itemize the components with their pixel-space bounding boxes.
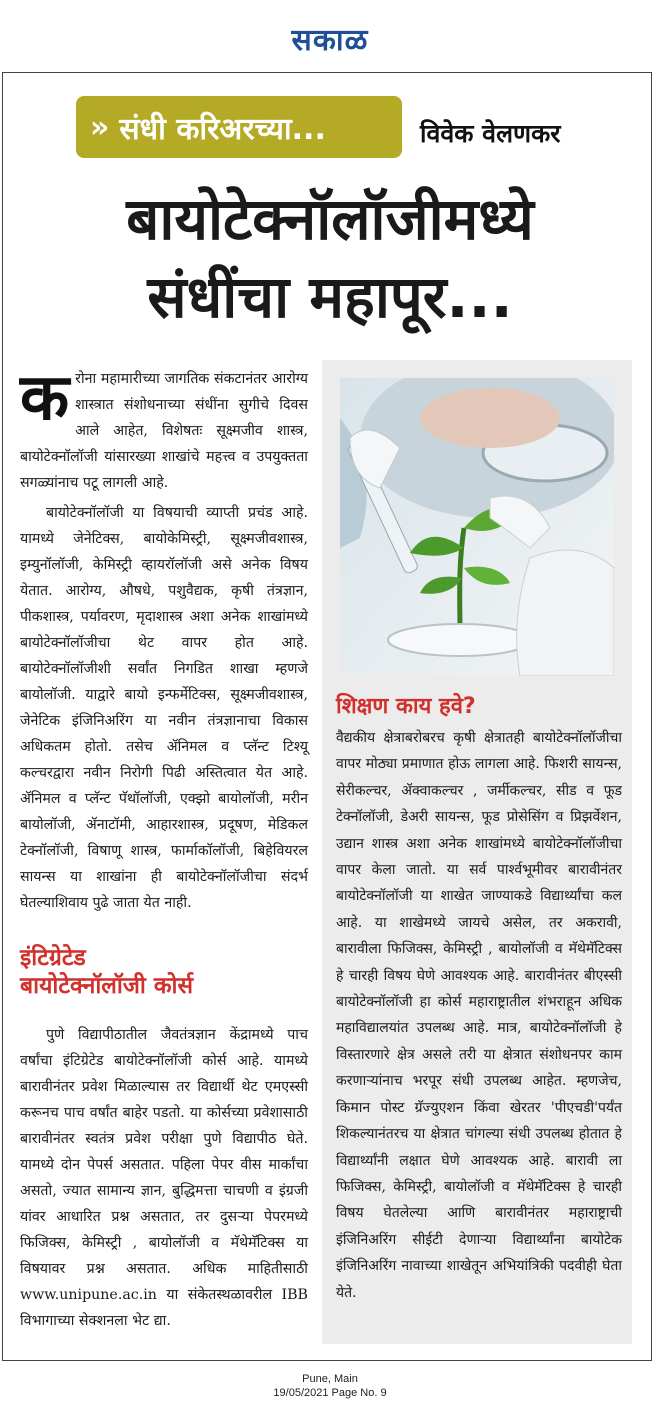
left-column bbox=[20, 361, 308, 1338]
headline bbox=[0, 180, 660, 336]
intro-paragraph-text: रोना महामारीच्या जागतिक संकटानंतर आरोग्य शास्त्रात संशोधनाच्या संधींना सुगीचे दिवस आले आहेत, विशेषतः सूक्ष्मजीव शास्त्र, बायोटेक्नॉलॉजी यांसारख्या शाखांचे महत्त्व व उपयुक्तता सगळ्यांनाच पटू लागली आहे. bbox=[20, 371, 308, 491]
headline-line-2: संधींचा महापूर... bbox=[147, 263, 513, 331]
column-tag bbox=[76, 96, 402, 158]
newspaper-masthead: सकाळ bbox=[291, 23, 369, 58]
sidebar-heading: शिक्षण काय हवे? bbox=[336, 694, 476, 719]
date-page-label: 19/05/2021 Page No. 9 bbox=[273, 1387, 387, 1399]
education-sidebar bbox=[322, 360, 632, 1344]
subheading-line-1: इंटिग्रेटेड bbox=[20, 945, 86, 971]
page-footer bbox=[0, 1372, 660, 1400]
sidebar-body: वैद्यकीय क्षेत्राबरोबरच कृषी क्षेत्रातही बायोटेक्नॉलॉजीचा वापर मोठ्या प्रमाणात होऊ लागला आहे. फिशरी सायन्स, सेरीकल्चर, ॲक्वाकल्चर , जर्मीकल्चर, सीड व फूड टेक्नॉलॉजी, डेअरी सायन्स, फूड प्रोसेसिंग व प्रिझर्वेशन, उद्यान शास्त्र अशा अनेक शाखांमध्ये बायोटेक्नॉलॉजीचा वापर केला जातो. या सर्व पार्श्वभूमीवर बारावीनंतर बायोटेक्नॉलॉजी या शाखेत जाण्याकडे विद्यार्थ्यांचा कल आहे. या शाखेमध्ये जायचे असेल, तर अकरावी, बारावीला फिजिक्स, केमिस्ट्री , बायोलॉजी व मॅथेमॅटिक्स हे चारही विषय घेणे आवश्यक आहे. बारावीनंतर बीएस्सी बायोटेक्नॉलॉजी हा कोर्स महाराष्ट्रातील शंभराहून अधिक महाविद्यालयांत उपलब्ध आहे. मात्र, बायोटेक्नॉलॉजी हे विस्तारणारे क्षेत्र असले तरी या क्षेत्रात संशोधनपर काम करणाऱ्यांनाच भरपूर संधी उपलब्ध आहेत. म्हणजेच, किमान पोस्ट ग्रॅज्युएशन किंवा खेरतर 'पीएचडी'पर्यंत शिकल्यानंतरच या क्षेत्रात चांगल्या संधी उपलब्ध होतात हे विद्यार्थ्यांनी लक्षात घेणे आवश्यक आहे. बारावी ला फिजिक्स, केमिस्ट्री, बायोलॉजी व मॅथेमॅटिक्स हे चारही विषय घेतलेल्या आणि बारावीनंतर महाराष्ट्राची इंजिनिअरिंग सीईटी देणाऱ्या विद्यार्थ्यांना बायोटेक इंजिनिअरिंग नावाच्या शाखेतून अभियांत्रिकी पदवीही घेता येते. bbox=[336, 730, 622, 1301]
photo-illustration bbox=[340, 378, 614, 676]
edition-label: Pune, Main bbox=[302, 1373, 358, 1385]
author-byline: विवेक वेलणकर bbox=[420, 119, 561, 148]
scientist-plant-photo bbox=[340, 378, 614, 676]
scope-paragraph: बायोटेक्नॉलॉजी या विषयाची व्याप्ती प्रचंड आहे. यामध्ये जेनेटिक्स, बायोकेमिस्ट्री, सूक्ष्मजीवशास्त्र, इम्युनॉलॉजी, केमिस्ट्री व्हायरॉलॉजी असे अनेक विषय येतात. आरोग्य, औषधे, पशुवैद्यक, कृषी तंत्रज्ञान, पीकशास्त्र, पर्यावरण, मृदाशास्त्र अशा अनेक शाखांमध्ये बायोटेक्नॉलॉजीचा थेट वापर होत आहे. बायोटेक्नॉलॉजीशी सर्वांत निगडित शाखा म्हणजे बायोलॉजी. याद्वारे बायो इन्फर्मेटिक्स, सूक्ष्मजीवशास्त्र, जेनेटिक इंजिनिअरिंग या नवीन तंत्रज्ञानाचा विकास अधिकतम होतो. तसेच ॲनिमल व प्लॅन्ट टिश्यू कल्चरद्वारा नवीन निरोगी पिढी अस्तित्वात येत आहे. ॲनिमल व प्लॅन्ट पॅथॉलॉजी, एक्झो बायोलॉजी, मरीन बायोलॉजी, ॲनाटॉमी, आहारशास्त्र, प्रदूषण, मेडिकल टेक्नॉलॉजी, विषाणू शास्त्र, फार्माकॉलॉजी, बिहेवियरल सायन्स या शाखांना ही बायोटेक्नॉलॉजीचा संदर्भ घेतल्याशिवाय पुढे जाता येत नाही. bbox=[20, 505, 308, 911]
intro-paragraph bbox=[20, 361, 308, 496]
section-subheading bbox=[20, 944, 308, 1000]
column-tag-label: संधी करिअरच्या... bbox=[119, 111, 326, 147]
chevron-icon: » bbox=[90, 109, 110, 145]
course-paragraph: पुणे विद्यापीठातील जैवतंत्रज्ञान केंद्रामध्ये पाच वर्षांचा इंटिग्रेटेड बायोटेक्नॉलॉजी कोर्स आहे. यामध्ये बारावीनंतर प्रवेश मिळाल्यास तर विद्यार्थी थेट एमएस्सी करूनच पाच वर्षांत बाहेर पडतो. या कोर्सच्या प्रवेशासाठी बारावीनंतर स्वतंत्र प्रवेश परीक्षा पुणे विद्यापीठ घेते. यामध्ये दोन पेपर्स असतात. पहिला पेपर वीस मार्कांचा असतो, ज्यात सामान्य ज्ञान, बुद्धिमत्ता चाचणी व इंग्रजी यांवर आधारित प्रश्न असतात, तर दुसऱ्या पेपरमध्ये फिजिक्स, केमिस्ट्री , बायोलॉजी व मॅथेमॅटिक्स या विषयावर प्रश्न असतात. अधिक माहितीसाठी www.unipune.ac.in या संकेतस्थळावरील IBB विभागाच्या सेक्शनला भेट द्या. bbox=[20, 1027, 308, 1329]
drop-cap: क bbox=[20, 361, 70, 435]
subheading-line-2: बायोटेक्नॉलॉजी कोर्स bbox=[20, 973, 194, 999]
headline-line-1: बायोटेक्नॉलॉजीमध्ये bbox=[126, 185, 534, 253]
